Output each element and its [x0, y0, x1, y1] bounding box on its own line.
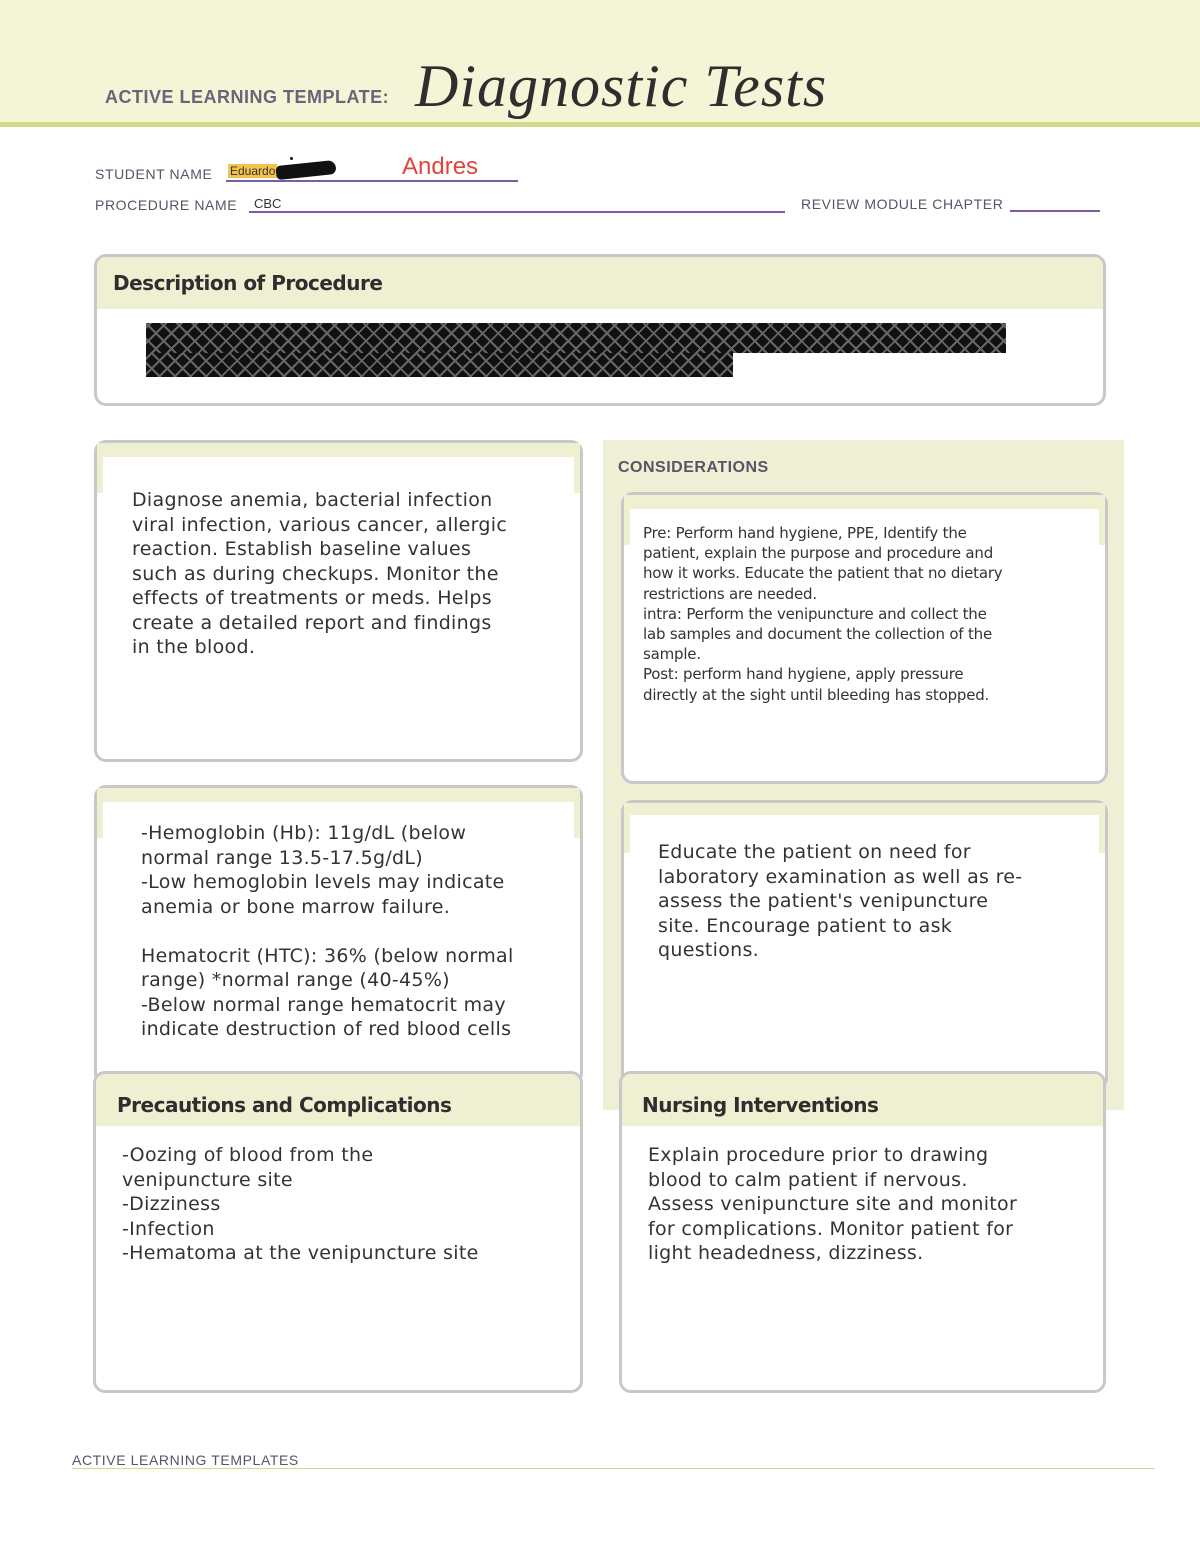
nursing-actions-strip-left: [624, 495, 630, 545]
description-title: Description of Procedure: [113, 271, 383, 295]
page-title: Diagnostic Tests: [415, 53, 828, 119]
indications-text: Diagnose anemia, bacterial infection viral infection, various cancer, allergic reaction. Establish baseline values such as during checkups. Monitor the effects of treatments or meds. Helps create a detailed report and findings in the blood.: [132, 489, 508, 658]
interventions-text: Explain procedure prior to drawing blood to calm patient if nervous. Assess venipuncture site and monitor for complications. Monitor patient for light headedness, dizziness.: [648, 1144, 1018, 1264]
precautions-card-header: [96, 1074, 580, 1126]
considerations-title: CONSIDERATIONS: [618, 459, 769, 476]
client-education-card-strip: [624, 803, 1105, 815]
procedure-name-line: [249, 211, 785, 213]
redaction-mark: [275, 160, 336, 180]
description-card-header: [97, 257, 1103, 309]
header-divider: [0, 122, 1200, 127]
student-name-value[interactable]: Eduardo: [230, 164, 276, 178]
redacted-text-line-1: [146, 323, 1006, 353]
client-education-strip-right: [1099, 803, 1105, 853]
interventions-title: Nursing Interventions: [642, 1093, 879, 1117]
indications-card-strip: [97, 443, 580, 457]
nursing-actions-text: Pre: Perform hand hygiene, PPE, Identify the patient, explain the purpose and procedure and how it works. Educate the patient that no dietary restrictions are needed. intra: Perform the venipuncture and collect the lab samples and document the collection of the sample. Post: perform hand hygiene, apply pressure directly at the sight until bleeding has stopped.: [643, 524, 1003, 704]
student-name-handwritten: Andres: [402, 153, 479, 180]
interventions-card-header: [622, 1074, 1103, 1126]
results-strip-left: [97, 788, 103, 838]
procedure-name-value[interactable]: CBC: [254, 196, 282, 211]
template-label: ACTIVE LEARNING TEMPLATE:: [105, 87, 390, 107]
student-name-label: STUDENT NAME: [95, 166, 213, 182]
precautions-text: -Oozing of blood from the venipuncture site -Dizziness -Infection -Hematoma at the venipuncture site: [122, 1144, 479, 1264]
indications-strip-left: [97, 443, 103, 493]
client-education-text: Educate the patient on need for laboratory examination as well as re- assess the patient's venipuncture site. Encourage patient to ask questions.: [658, 841, 1023, 961]
indications-strip-right: [574, 443, 580, 493]
footer-divider: [72, 1468, 1155, 1469]
nursing-actions-strip-right: [1099, 495, 1105, 545]
footer-label: ACTIVE LEARNING TEMPLATES: [72, 1452, 299, 1468]
precautions-title: Precautions and Complications: [117, 1093, 452, 1117]
nursing-actions-card-strip: [624, 495, 1105, 509]
results-text: -Hemoglobin (Hb): 11g/dL (below normal range 13.5-17.5g/dL) -Low hemoglobin levels may indicate anemia or bone marrow failure. Hematocrit (HTC): 36% (below normal range) *normal range (40-45%) -Below normal range hematocrit may indicate destruction of red blood cells: [141, 822, 514, 1040]
results-card-strip: [97, 788, 580, 802]
procedure-name-label: PROCEDURE NAME: [95, 197, 238, 213]
results-strip-right: [574, 788, 580, 838]
redaction-dot: [290, 157, 293, 160]
review-module-label: REVIEW MODULE CHAPTER: [801, 196, 1004, 212]
client-education-strip-left: [624, 803, 630, 853]
redacted-text-line-2: [146, 353, 733, 377]
review-module-line[interactable]: [1010, 210, 1100, 212]
